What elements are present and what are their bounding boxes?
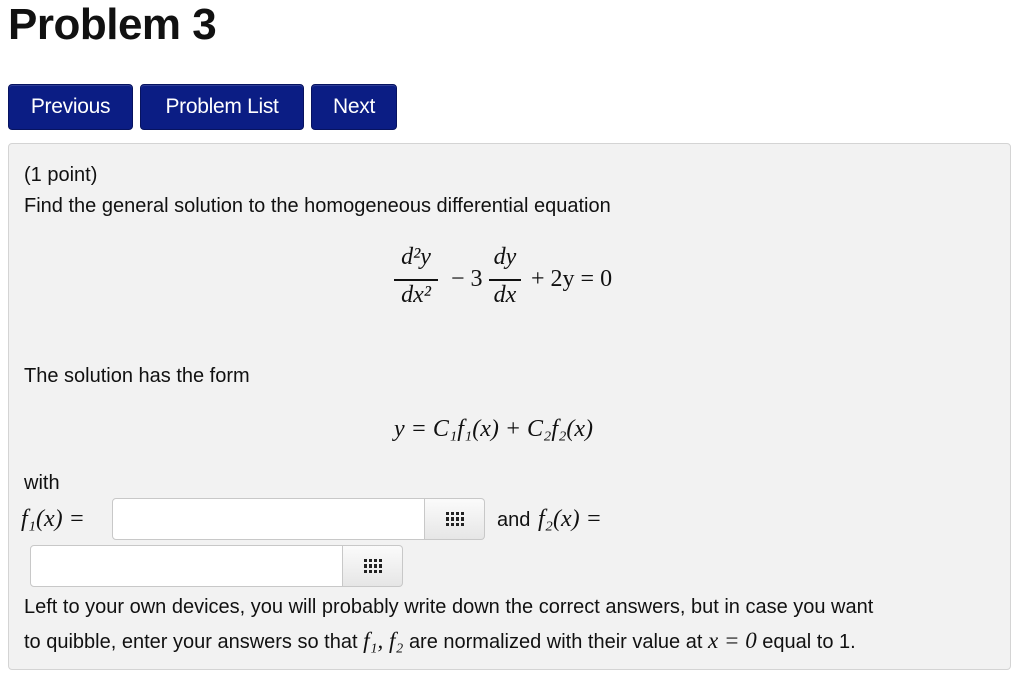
- f2-label: f₂(x) =: [538, 506, 602, 532]
- note-text-c: equal to 1.: [762, 631, 856, 653]
- problem-prompt: Find the general solution to the homogeneous differential equation: [24, 195, 611, 217]
- next-button[interactable]: Next: [311, 84, 397, 130]
- f1-equation-palette-button[interactable]: [425, 498, 485, 540]
- f1-label: f₁(x) =: [21, 506, 85, 532]
- with-label: with: [24, 472, 60, 494]
- page-title: Problem 3: [8, 0, 217, 49]
- note-line-2: [24, 628, 856, 654]
- previous-button[interactable]: Previous: [8, 84, 133, 130]
- note-math-x: x = 0: [707, 628, 757, 653]
- note-text-b: are normalized with their value at: [408, 631, 703, 653]
- frac2-denominator: dx: [493, 282, 517, 308]
- note-line-1: Left to your own devices, you will probably write down the correct answers, but in case you want: [24, 596, 874, 618]
- problem-panel: [8, 143, 1011, 670]
- points-label: (1 point): [24, 164, 98, 186]
- f2-answer-input[interactable]: [30, 545, 343, 587]
- form-label: The solution has the form: [24, 365, 250, 387]
- solution-form: y = C₁f₁(x) + C₂f₂(x): [394, 416, 594, 442]
- frac1-numerator: d²y: [401, 244, 431, 270]
- eq-minus-three: − 3: [451, 266, 483, 292]
- frac2-numerator: dy: [493, 244, 517, 270]
- problem-list-button[interactable]: Problem List: [140, 84, 304, 130]
- equation-palette-icon: [364, 559, 382, 573]
- eq-rest: + 2y = 0: [531, 266, 613, 292]
- note-text-a: to quibble, enter your answers so that: [24, 631, 358, 653]
- note-math-f: f₁, f₂: [363, 628, 404, 653]
- equation-palette-icon: [446, 512, 464, 526]
- and-label: and: [497, 509, 531, 531]
- f2-equation-palette-button[interactable]: [343, 545, 403, 587]
- f1-answer-input[interactable]: [112, 498, 425, 540]
- frac1-denominator: dx²: [401, 282, 431, 308]
